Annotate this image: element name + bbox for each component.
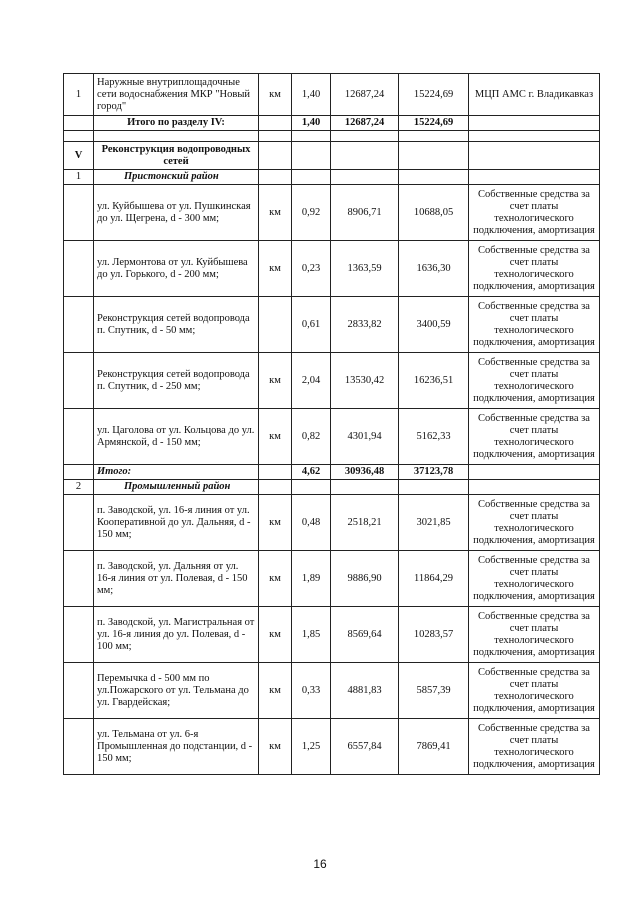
row-unit: км	[259, 185, 292, 241]
section-total-length: 1,40	[292, 116, 331, 131]
row-source: Собственные средства за счет платы технологического подключения, амортизация	[469, 495, 600, 551]
row-name: ул. Цаголова от ул. Кольцова до ул. Армянской, d - 150 мм;	[94, 409, 259, 465]
table-row	[64, 409, 600, 465]
row-length: 1,40	[292, 74, 331, 116]
spacer-row	[64, 131, 600, 142]
row-name: Реконструкция сетей водопровода п. Спутник, d - 250 мм;	[94, 353, 259, 409]
section-total-label: Итого по разделу IV:	[94, 116, 259, 131]
row-length: 1,89	[292, 551, 331, 607]
row-unit: км	[259, 495, 292, 551]
row-length: 0,82	[292, 409, 331, 465]
row-name: п. Заводской, ул. 16-я линия от ул. Кооперативной до ул. Дальняя, d - 150 мм;	[94, 495, 259, 551]
table-row	[64, 353, 600, 409]
subtotal-length: 4,62	[292, 465, 331, 480]
row-length: 1,25	[292, 719, 331, 775]
table-row	[64, 551, 600, 607]
section-total-row	[64, 116, 600, 131]
row-unit: км	[259, 663, 292, 719]
row-cost-1: 9886,90	[331, 551, 399, 607]
row-source: Собственные средства за счет платы технологического подключения, амортизация	[469, 409, 600, 465]
district-row	[64, 170, 600, 185]
table-row	[64, 719, 600, 775]
row-cost-2: 5162,33	[399, 409, 469, 465]
row-unit: км	[259, 551, 292, 607]
row-cost-2: 3400,59	[399, 297, 469, 353]
row-unit: км	[259, 241, 292, 297]
row-source: Собственные средства за счет платы технологического подключения, амортизация	[469, 185, 600, 241]
row-name: Перемычка d - 500 мм по ул.Пожарского от ул. Тельмана до ул. Гвардейская;	[94, 663, 259, 719]
row-cost-2: 16236,51	[399, 353, 469, 409]
row-source: Собственные средства за счет платы технологического подключения, амортизация	[469, 297, 600, 353]
row-cost-2: 10688,05	[399, 185, 469, 241]
row-cost-2: 15224,69	[399, 74, 469, 116]
investment-table	[63, 73, 600, 775]
row-name: ул. Тельмана от ул. 6-я Промышленная до подстанции, d - 150 мм;	[94, 719, 259, 775]
row-unit: км	[259, 353, 292, 409]
row-cost-1: 8569,64	[331, 607, 399, 663]
row-cost-1: 2518,21	[331, 495, 399, 551]
section-total-cost-2: 15224,69	[399, 116, 469, 131]
district-number: 2	[64, 480, 94, 495]
row-source: Собственные средства за счет платы технологического подключения, амортизация	[469, 663, 600, 719]
row-unit: км	[259, 607, 292, 663]
row-name: п. Заводской, ул. Дальняя от ул. 16-я линия от ул. Полевая, d - 150 мм;	[94, 551, 259, 607]
subtotal-cost-2: 37123,78	[399, 465, 469, 480]
section-title: Реконструкция водопроводных сетей	[94, 142, 259, 170]
table-row	[64, 495, 600, 551]
row-cost-2: 11864,29	[399, 551, 469, 607]
row-length: 0,61	[292, 297, 331, 353]
row-name: ул. Лермонтова от ул. Куйбышева до ул. Горького, d - 200 мм;	[94, 241, 259, 297]
district-number: 1	[64, 170, 94, 185]
row-length: 0,92	[292, 185, 331, 241]
row-name: ул. Куйбышева от ул. Пушкинская до ул. Щегрена, d - 300 мм;	[94, 185, 259, 241]
table-row	[64, 74, 600, 116]
section-number: V	[64, 142, 94, 170]
row-cost-2: 1636,30	[399, 241, 469, 297]
row-length: 0,33	[292, 663, 331, 719]
row-cost-2: 10283,57	[399, 607, 469, 663]
row-unit: км	[259, 74, 292, 116]
row-source: Собственные средства за счет платы технологического подключения, амортизация	[469, 551, 600, 607]
row-cost-1: 6557,84	[331, 719, 399, 775]
row-cost-1: 4301,94	[331, 409, 399, 465]
row-length: 2,04	[292, 353, 331, 409]
row-cost-1: 12687,24	[331, 74, 399, 116]
row-cost-1: 1363,59	[331, 241, 399, 297]
row-length: 0,48	[292, 495, 331, 551]
subtotal-label: Итого:	[94, 465, 259, 480]
row-source: Собственные средства за счет платы технологического подключения, амортизация	[469, 353, 600, 409]
row-cost-1: 4881,83	[331, 663, 399, 719]
row-name: п. Заводской, ул. Магистральная от ул. 16-я линия до ул. Полевая, d - 100 мм;	[94, 607, 259, 663]
row-length: 0,23	[292, 241, 331, 297]
district-name: Пристонский район	[94, 170, 259, 185]
row-cost-2: 5857,39	[399, 663, 469, 719]
row-cost-1: 2833,82	[331, 297, 399, 353]
row-cost-1: 13530,42	[331, 353, 399, 409]
table-row	[64, 241, 600, 297]
district-name: Промышленный район	[94, 480, 259, 495]
row-length: 1,85	[292, 607, 331, 663]
section-total-cost-1: 12687,24	[331, 116, 399, 131]
row-cost-2: 7869,41	[399, 719, 469, 775]
row-cost-1: 8906,71	[331, 185, 399, 241]
row-name: Реконструкция сетей водопровода п. Спутник, d - 50 мм;	[94, 297, 259, 353]
row-source: Собственные средства за счет платы технологического подключения, амортизация	[469, 241, 600, 297]
district-row	[64, 480, 600, 495]
row-source: Собственные средства за счет платы технологического подключения, амортизация	[469, 607, 600, 663]
row-unit: км	[259, 409, 292, 465]
page-number: 16	[313, 857, 327, 871]
row-unit: км	[259, 719, 292, 775]
table-row	[64, 663, 600, 719]
row-name: Наружные внутриплощадочные сети водоснабжения МКР "Новый город"	[94, 74, 259, 116]
row-unit	[259, 297, 292, 353]
subtotal-cost-1: 30936,48	[331, 465, 399, 480]
row-cost-2: 3021,85	[399, 495, 469, 551]
row-source: МЦП АМС г. Владикавказ	[469, 74, 600, 116]
row-source: Собственные средства за счет платы технологического подключения, амортизация	[469, 719, 600, 775]
section-header-row	[64, 142, 600, 170]
table-row	[64, 607, 600, 663]
subtotal-row	[64, 465, 600, 480]
row-number: 1	[64, 74, 94, 116]
table-row	[64, 297, 600, 353]
table-row	[64, 185, 600, 241]
